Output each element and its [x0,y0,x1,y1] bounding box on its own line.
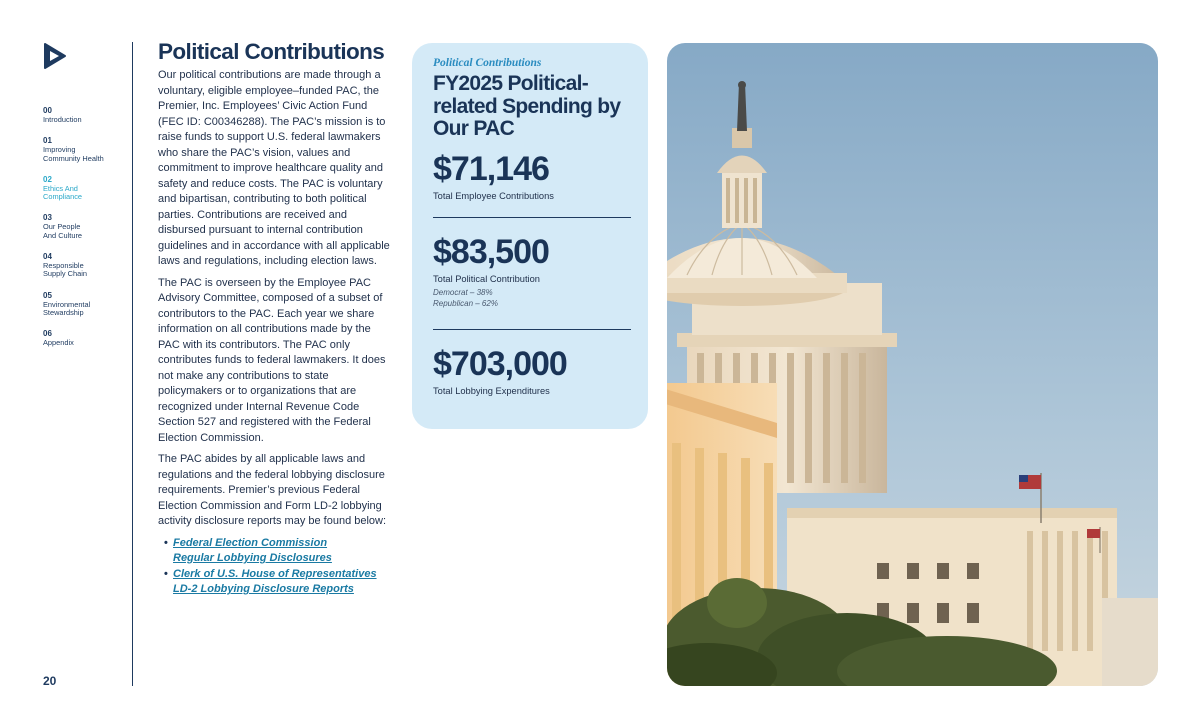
nav-item-label: Introduction [43,115,82,124]
stat-sub-democrat: Democrat – 38% [433,287,493,297]
stat-lobbying-expenditures [433,345,629,396]
stat-label: Total Employee Contributions [433,190,554,201]
main-content [158,38,393,598]
list-item [164,567,393,598]
capitol-illustration [667,43,1158,686]
nav-item-number: 01 [43,136,52,146]
link-line: LD-2 Lobbying Disclosure Reports [173,583,354,595]
nav-item-number: 05 [43,290,52,300]
nav-item-number: 00 [43,106,52,115]
nav-item-people-culture[interactable] [43,213,123,240]
link-line: Clerk of U.S. House of Representatives [173,567,377,580]
nav-item-number: 06 [43,329,52,339]
nav-item-environmental[interactable] [43,291,123,318]
body-paragraph: Our political contributions are made through a voluntary, eligible employee–funded PAC, the Premier, Inc. Employees’ Civic Action Fund (FEC ID: C00346288). The PAC’s mission is to raise funds to support U.S. federal lawmakers who share the PAC’s vision, values and commitment to improve healthcare quality and safety and reduce costs. The PAC is voluntary and bipartisan, contributing to both political parties. Contributions are received and disbursed pursuant to internal contribution guidelines and in accordance with all applicable laws and regulations, including election laws. [158,69,390,267]
nav-item-introduction[interactable] [43,106,123,124]
body-paragraph: The PAC abides by all applicable laws and regulations and the federal lobbying disclosure requirements. Premier’s previous Federal Election Commission and Form LD-2 lobbying activity disclosure reports may be found below: [158,453,387,527]
nav-item-label: Ethics And Compliance [43,183,83,202]
link-line: Federal Election Commission [173,536,328,549]
capitol-building-photo [667,43,1158,686]
stat-value: $703,000 [433,344,567,383]
stat-employee-contributions [433,150,629,201]
link-line: Regular Lobbying Disclosures [173,552,332,564]
card-eyebrow: Political Contributions [433,57,542,69]
stat-divider [433,329,631,330]
company-logo-icon [41,42,69,70]
stat-value: $83,500 [433,232,549,271]
nav-item-number: 02 [43,174,52,184]
fec-disclosures-link[interactable] [173,536,393,567]
nav-item-label: Improving Community Health [43,145,104,163]
ld2-reports-link[interactable] [173,567,393,598]
nav-item-label: Environmental Stewardship [43,299,91,317]
nav-item-appendix[interactable] [43,329,123,347]
stat-divider [433,217,631,218]
disclosure-links-list [158,536,393,598]
list-item [164,536,393,567]
body-paragraph: The PAC is overseen by the Employee PAC Advisory Committee, composed of a subset of contributors to the PAC. Each year we share information on all contributions made by the PAC with its contributors. The PAC only contributes funds to federal lawmakers. It does not make any contributions to state policymakers or to organizations that are recognized under Internal Revenue Code Section 527 and registered with the Federal Election Commission. [158,276,386,444]
stat-sub-republican: Republican – 62% [433,298,498,308]
stat-political-contribution [433,233,629,309]
page-title: Political Contributions [158,39,385,64]
nav-item-community-health[interactable] [43,136,123,163]
nav-item-label: Responsible Supply Chain [43,261,87,279]
spending-stats-card [412,43,648,429]
nav-item-number: 03 [43,213,52,223]
stat-label: Total Political Contribution [433,273,540,284]
section-nav [43,106,123,360]
nav-item-ethics-compliance[interactable] [43,175,123,202]
sidebar-divider [132,42,133,686]
nav-item-label: Appendix [43,338,74,348]
nav-item-label: Our People And Culture [43,222,83,240]
card-title: FY2025 Political-related Spending by Our PAC [433,72,621,140]
page-number: 20 [43,674,57,688]
nav-item-supply-chain[interactable] [43,252,123,279]
nav-item-number: 04 [43,252,52,262]
stat-value: $71,146 [433,149,549,188]
stat-label: Total Lobbying Expenditures [433,385,550,396]
